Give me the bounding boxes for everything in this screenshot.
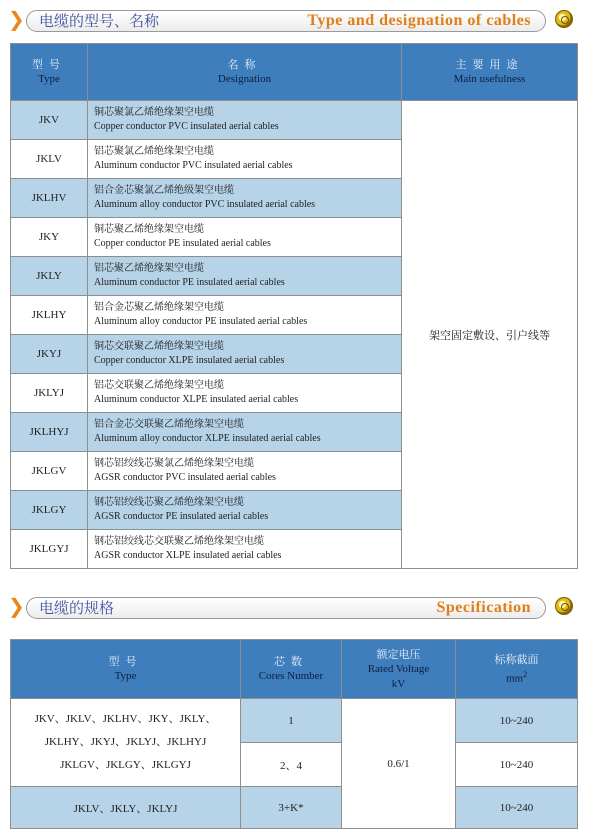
spec-table-header <box>11 640 578 699</box>
section-title-en: Specification <box>436 599 531 616</box>
type-cell: JKLGY <box>11 491 88 530</box>
voltage-cell: 0.6/1 <box>342 699 456 829</box>
type-list-cell: JKV、JKLV、JKLHV、JKY、JKLY、 JKLHY、JKYJ、JKLYJ、JKLHYJ JKLGV、JKLGY、JKLGYJ <box>11 699 241 787</box>
table-row <box>11 101 578 140</box>
type-cell: JKLHYJ <box>11 413 88 452</box>
section-title-zh: 电缆的型号、名称 <box>39 12 160 30</box>
section-cell: 10~240 <box>456 787 578 829</box>
chevron-right-icon: ❯ <box>8 594 25 618</box>
designation-cell: 铜芯交联聚乙烯绝缘架空电缆 Copper conductor XLPE insulated aerial cables <box>88 335 402 374</box>
designation-cell: 铝合金芯聚乙烯绝缘架空电缆 Aluminum alloy conductor PE insulated aerial cables <box>88 296 402 335</box>
designation-cell: 铝芯聚氯乙烯绝缘架空电缆 Aluminum conductor PVC insulated aerial cables <box>88 140 402 179</box>
type-cell: JKLYJ <box>11 374 88 413</box>
types-table-header <box>11 44 578 101</box>
type-cell: JKLGV <box>11 452 88 491</box>
types-table <box>10 43 578 569</box>
section-title-zh: 电缆的规格 <box>39 599 115 617</box>
type-cell: JKLGYJ <box>11 530 88 569</box>
cores-cell: 1 <box>241 699 342 743</box>
section-cell: 10~240 <box>456 699 578 743</box>
designation-cell: 铝芯聚乙烯绝缘架空电缆 Aluminum conductor PE insulated aerial cables <box>88 257 402 296</box>
type-cell: JKLHY <box>11 296 88 335</box>
type-cell: JKYJ <box>11 335 88 374</box>
section-title-en: Type and designation of cables <box>307 12 531 29</box>
header-voltage: 额定电压 Rated Voltage kV <box>342 640 456 699</box>
type-cell: JKLV <box>11 140 88 179</box>
type-cell: JKLY <box>11 257 88 296</box>
table-row <box>11 699 578 743</box>
designation-cell: 铜芯聚乙烯绝缘架空电缆 Copper conductor PE insulated aerial cables <box>88 218 402 257</box>
specification-table <box>10 639 578 829</box>
designation-cell: 钢芯铝绞线芯聚氯乙烯绝缘架空电缆 AGSR conductor PVC insulated aerial cables <box>88 452 402 491</box>
type-cell: JKLHV <box>11 179 88 218</box>
chevron-right-icon: ❯ <box>8 7 25 31</box>
section-cell: 10~240 <box>456 743 578 787</box>
header-designation: 名称 Designation <box>88 44 402 101</box>
header-section: 标称截面 $mm^2$ <box>456 640 578 699</box>
gold-coin-icon <box>555 10 573 28</box>
header-type: 型号 Type <box>11 44 88 101</box>
designation-cell: 铝芯交联聚乙烯绝缘架空电缆 Aluminum conductor XLPE insulated aerial cables <box>88 374 402 413</box>
section-title-bar <box>26 597 546 619</box>
designation-cell: 铝合金芯交联聚乙烯绝缘架空电缆 Aluminum alloy conductor XLPE insulated aerial cables <box>88 413 402 452</box>
section-header-specification <box>8 596 578 618</box>
designation-cell: 铝合金芯聚氯乙烯绝级架空电缆 Aluminum alloy conductor PVC insulated aerial cables <box>88 179 402 218</box>
designation-cell: 铜芯聚氯乙烯绝缘架空电缆 Copper conductor PVC insulated aerial cables <box>88 101 402 140</box>
type-cell: JKV <box>11 101 88 140</box>
header-usage: 主要用途 Main usefulness <box>402 44 578 101</box>
section-title-bar <box>26 10 546 32</box>
header-cores: 芯数 Cores Number <box>241 640 342 699</box>
header-type: 型号 Type <box>11 640 241 699</box>
type-cell: JKY <box>11 218 88 257</box>
section-header-types <box>8 9 578 31</box>
usage-cell: 架空固定敷设、引户线等 <box>402 101 578 569</box>
type-cell: JKLV、JKLY、JKLYJ <box>11 787 241 829</box>
gold-coin-icon <box>555 597 573 615</box>
cores-cell: 2、4 <box>241 743 342 787</box>
cores-cell: 3+K* <box>241 787 342 829</box>
designation-cell: 钢芯铝绞线芯交联聚乙烯绝缘架空电缆 AGSR conductor XLPE insulated aerial cables <box>88 530 402 569</box>
table-row <box>11 787 578 829</box>
designation-cell: 钢芯铝绞线芯聚乙烯绝缘架空电缆 AGSR conductor PE insulated aerial cables <box>88 491 402 530</box>
